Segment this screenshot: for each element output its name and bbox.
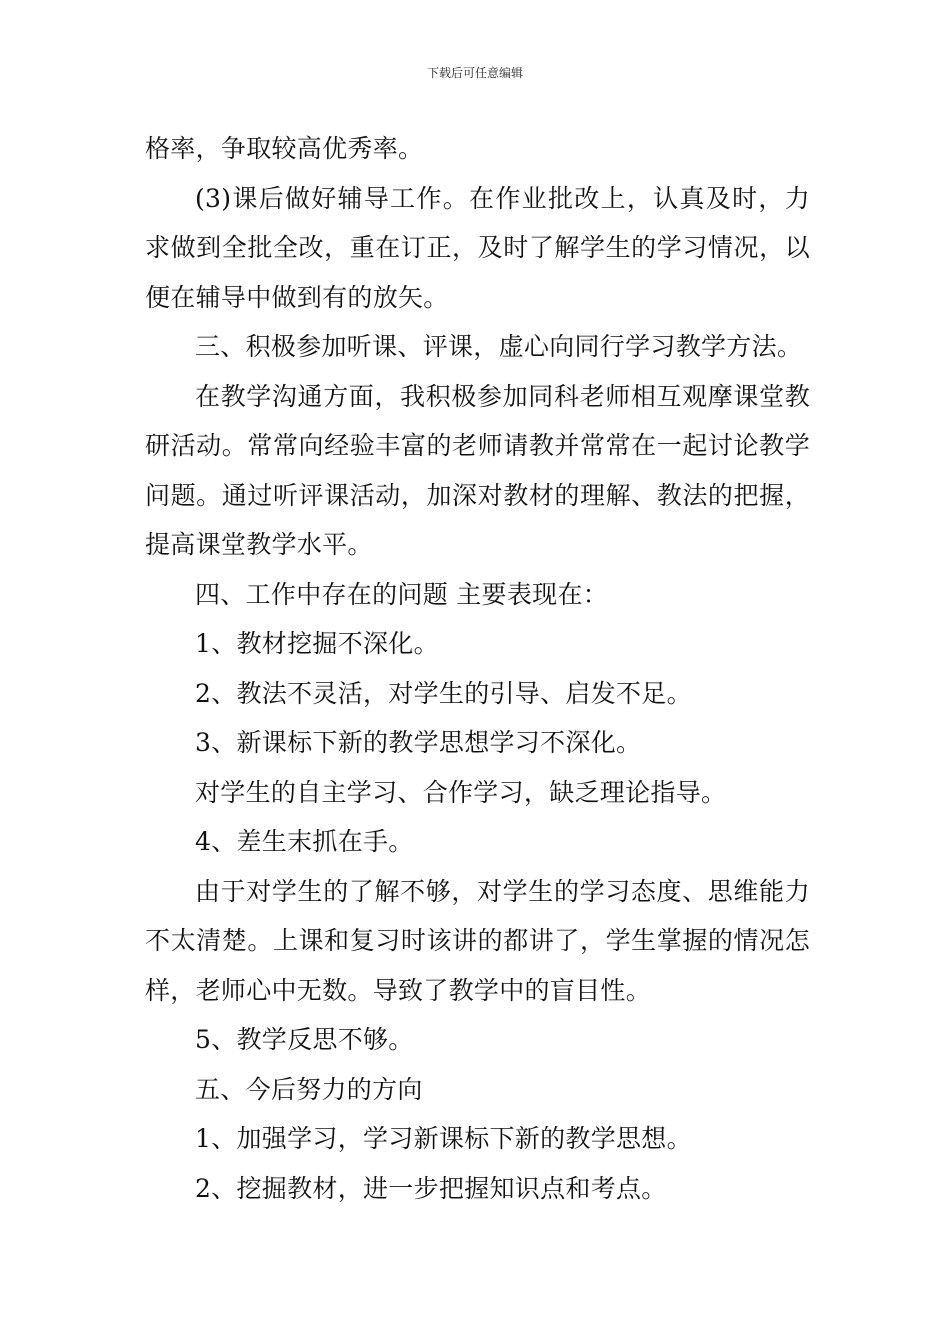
list-item-problem-1: 1、教材挖掘不深化。	[195, 629, 439, 658]
list-item-problem-5: 5、教学反思不够。	[195, 1025, 414, 1054]
list-item-problem-2: 2、教法不灵活，对学生的引导、启发不足。	[195, 678, 692, 708]
list-item-direction-2: 2、挖掘教材，进一步把握知识点和考点。	[195, 1173, 667, 1203]
heading-section-five: 五、今后努力的方向	[195, 1074, 423, 1104]
list-item-problem-4: 4、差生末抓在手。	[195, 827, 414, 856]
heading-section-four: 四、工作中存在的问题 主要表现在：	[195, 579, 609, 609]
paragraph-tutoring: (3)课后做好辅导工作。在作业批改上，认真及时，力求做到全批全改，重在订正，及时了解学生的学习情况，以便在辅导中做到有的放矢。	[145, 183, 810, 312]
list-item-problem-3: 3、新课标下新的教学思想学习不深化。	[195, 728, 642, 757]
paragraph-teaching-exchange: 在教学沟通方面，我积极参加同科老师相互观摩课堂教研活动。常常向经验丰富的老师请教并常常在一起讨论教学问题。通过听评课活动，加深对教材的理解、教法的把握，提高课堂教学水平。	[145, 381, 810, 559]
paragraph-problem-4-detail: 由于对学生的了解不够，对学生的学习态度、思维能力不太清楚。上课和复习时该讲的都讲了，学生掌握的情况怎样，老师心中无数。导致了教学中的盲目性。	[145, 876, 810, 1005]
paragraph-continuation: 格率，争取较高优秀率。	[145, 134, 424, 163]
document-body	[145, 124, 810, 1213]
heading-section-three: 三、积极参加听课、评课，虚心向同行学习教学方法。	[195, 332, 803, 361]
list-item-direction-1: 1、加强学习，学习新课标下新的教学思想。	[195, 1124, 692, 1153]
paragraph-problem-3-detail: 对学生的自主学习、合作学习，缺乏理论指导。	[195, 777, 727, 807]
page-header: 下载后可任意编辑	[426, 66, 523, 80]
